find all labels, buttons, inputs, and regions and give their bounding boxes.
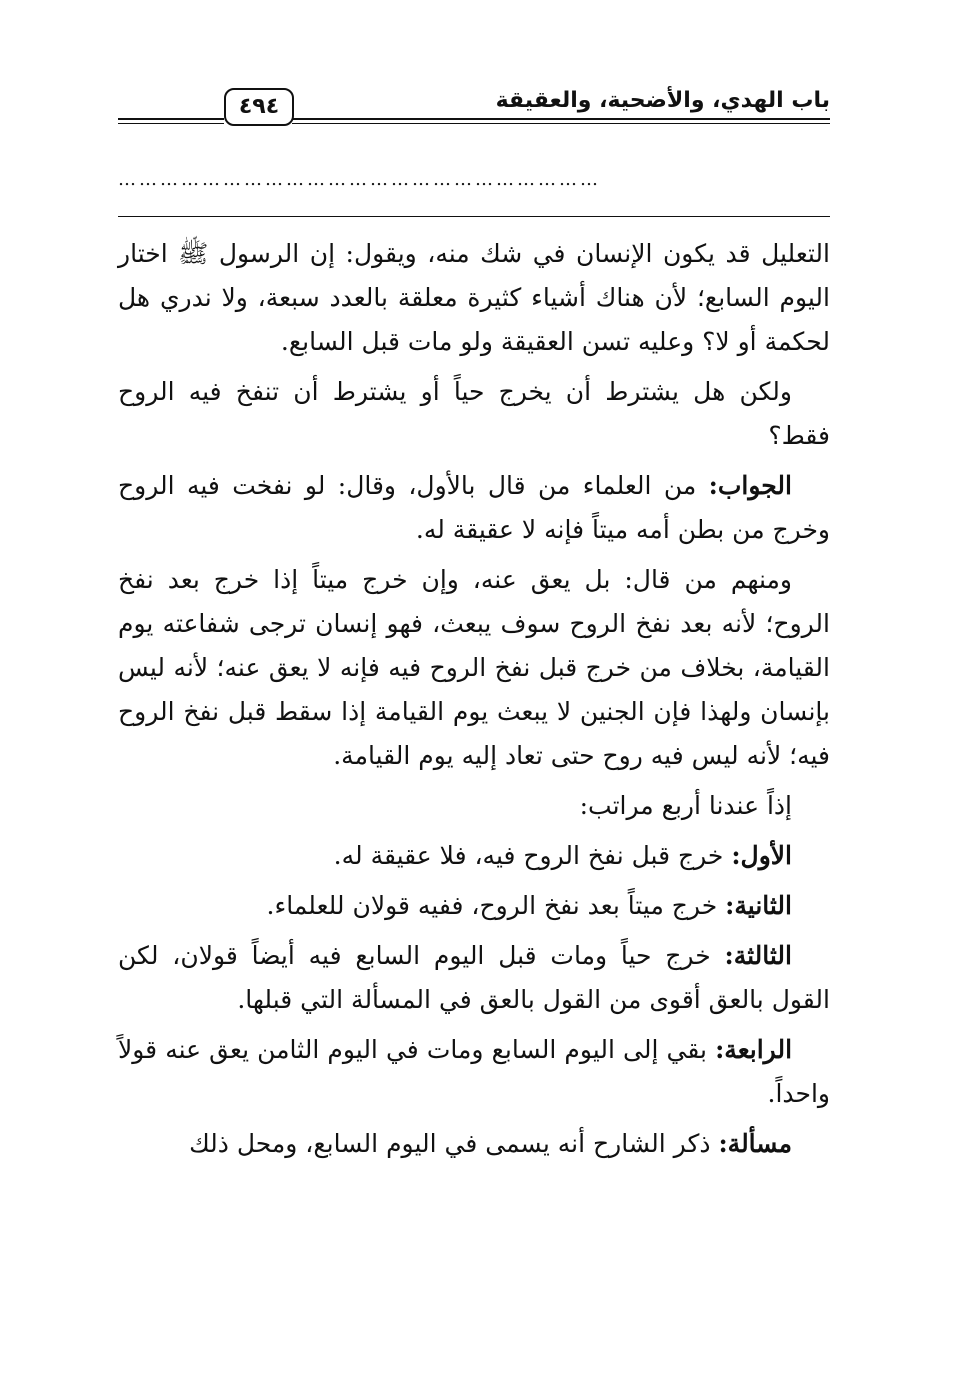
paragraph: [118, 1122, 830, 1166]
paragraph: [118, 834, 830, 878]
header-rule-left: [118, 118, 224, 120]
paragraph-text: بقي إلى اليوم السابع ومات في اليوم الثامن يعق عنه قولاً واحداً.: [118, 1035, 830, 1108]
paragraph: [118, 1028, 830, 1116]
paragraph-text: من العلماء من قال بالأول، وقال: لو نفخت فيه الروح وخرج من بطن أمه ميتاً فإنه لا عقيقة له.: [118, 471, 830, 544]
text-separator-line: [118, 216, 830, 217]
paragraph: [118, 558, 830, 778]
paragraph-label: الثالثة:: [724, 941, 792, 970]
paragraph: [118, 884, 830, 928]
paragraph-text: خرج قبل نفخ الروح فيه، فلا عقيقة له.: [333, 841, 724, 870]
paragraph-text: إذاً عندنا أربع مراتب:: [579, 791, 792, 820]
paragraph-label: الجواب:: [708, 471, 792, 500]
paragraph-text: ذكر الشارح أنه يسمى في اليوم السابع، ومحل ذلك: [189, 1129, 711, 1158]
paragraph: [118, 784, 830, 828]
header-rule-left-thin: [118, 123, 224, 124]
chapter-title: باب الهدي، والأضحية، والعقيقة: [495, 88, 830, 113]
paragraph: [118, 370, 830, 458]
paragraph: [118, 232, 830, 364]
paragraph-text: التعليل قد يكون الإنسان في شك منه، ويقول: إن الرسول ﷺ اختار اليوم السابع؛ لأن هناك أشياء كثيرة معلقة بالعدد سبعة، ولا ندري هل لحكمة أو لا؟ وعليه تسن العقيقة ولو مات قبل السابع.: [118, 239, 830, 356]
page-number: ٤٩٤: [224, 88, 294, 126]
dotted-separator: ……………………………………………………………: [118, 170, 601, 190]
paragraph-text: ومنهم من قال: بل يعق عنه، وإن خرج ميتاً إذا خرج بعد نفخ الروح؛ لأنه بعد نفخ الروح سوف يبعث، فهو إنسان ترجى شفاعته يوم القيامة، بخلاف من خرج قبل نفخ الروح فيه فإنه لا يعق عنه؛ لأنه ليس بإنسان ولهذا فإن الجنين لا يبعث يوم القيامة إذا سقط قبل نفخ الروح فيه؛ لأنه ليس فيه روح حتى تعاد إليه يوم القيامة.: [118, 565, 830, 770]
paragraph-text: خرج حياً ومات قبل اليوم السابع فيه أيضاً قولان، لكن القول بالعق أقوى من القول بالعق في المسألة التي قبلها.: [118, 941, 830, 1014]
paragraph-label: الأول:: [731, 841, 792, 870]
header-rule-right-thin: [292, 123, 830, 124]
paragraph-text: خرج ميتاً بعد نفخ الروح، ففيه قولان للعلماء.: [266, 891, 718, 920]
page-header: [118, 82, 830, 132]
body-text: [118, 232, 830, 1172]
paragraph: [118, 934, 830, 1022]
paragraph: [118, 464, 830, 552]
header-rule-right: [292, 118, 830, 120]
paragraph-label: الرابعة:: [715, 1035, 793, 1064]
paragraph-text: ولكن هل يشترط أن يخرج حياً أو يشترط أن تنفخ فيه الروح فقط؟: [118, 377, 830, 450]
paragraph-label: مسألة:: [718, 1129, 792, 1158]
paragraph-label: الثانية:: [725, 891, 792, 920]
